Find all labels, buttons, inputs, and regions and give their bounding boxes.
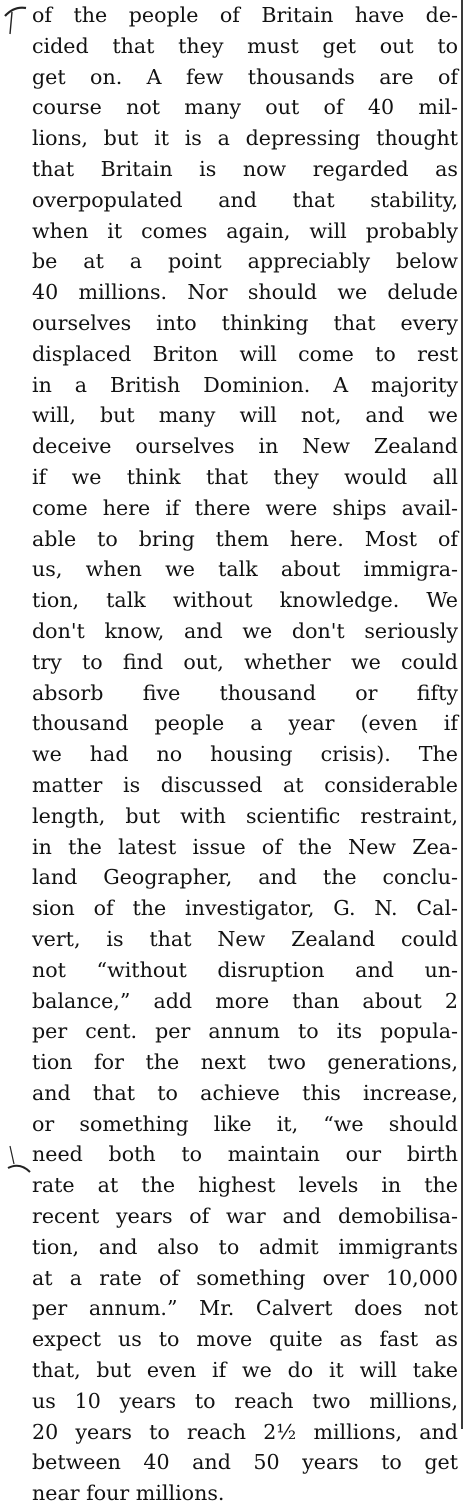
text-line: rate at the highest levels in the: [32, 1173, 458, 1198]
text-line: absorb five thousand or fifty: [32, 680, 458, 705]
article-text-column: [32, 0, 458, 1509]
text-line: and that to achieve this increase,: [32, 1080, 458, 1105]
text-line: ourselves into thinking that every: [32, 310, 458, 335]
text-line: be at a point appreciably below: [32, 249, 458, 274]
text-line: or something like it, “we should: [32, 1111, 458, 1136]
text-line: of the people of Britain have de-: [32, 3, 458, 27]
text-line: per annum.” Mr. Calvert does not: [32, 1296, 458, 1321]
text-line: not “without disruption and un-: [32, 957, 458, 982]
margin-mark-top: [2, 2, 30, 38]
text-line: per cent. per annum to its popula-: [32, 1019, 458, 1044]
text-line: try to find out, whether we could: [32, 649, 458, 674]
text-line: vert, is that New Zealand could: [32, 926, 458, 951]
text-line-final: near four millions.: [32, 1481, 225, 1506]
text-line: matter is discussed at considerable: [32, 772, 458, 797]
text-line: get on. A few thousands are of: [32, 64, 458, 89]
text-line: we had no housing crisis). The: [32, 742, 458, 767]
text-line: thousand people a year (even if: [32, 711, 458, 736]
text-line: expect us to move quite as fast as: [32, 1327, 458, 1352]
text-line: cided that they must get out to: [32, 33, 458, 58]
column-rule: [461, 0, 463, 1429]
text-line: will, but many will not, and we: [32, 403, 458, 428]
text-line: length, but with scientific restraint,: [32, 803, 458, 828]
text-line: when it comes again, will probably: [32, 218, 458, 243]
text-line: overpopulated and that stability,: [32, 187, 458, 212]
text-line: land Geographer, and the conclu-: [32, 865, 458, 890]
text-line: recent years of war and demobilisa-: [32, 1204, 458, 1229]
text-line: in the latest issue of the New Zea-: [32, 834, 458, 859]
text-line: tion for the next two generations,: [32, 1050, 458, 1075]
text-line: displaced Briton will come to rest: [32, 341, 458, 366]
text-line: don't know, and we don't seriously: [32, 618, 458, 643]
text-line: 40 millions. Nor should we delude: [32, 280, 458, 305]
text-line: if we think that they would all: [32, 464, 458, 489]
text-line: balance,” add more than about 2: [32, 988, 458, 1013]
margin-mark-bottom: [4, 1142, 32, 1182]
text-line: sion of the investigator, G. N. Cal-: [32, 896, 458, 921]
text-line: course not many out of 40 mil-: [32, 95, 458, 120]
text-line: that Britain is now regarded as: [32, 156, 458, 181]
text-line: able to bring them here. Most of: [32, 526, 458, 551]
text-line: between 40 and 50 years to get: [32, 1450, 458, 1475]
text-line: lions, but it is a depressing thought: [32, 126, 458, 151]
text-line: tion, talk without knowledge. We: [32, 588, 458, 613]
text-line: tion, and also to admit immigrants: [32, 1234, 458, 1259]
text-line: come here if there were ships avail-: [32, 495, 458, 520]
text-line: need both to maintain our birth: [32, 1142, 458, 1167]
text-line: us, when we talk about immigra-: [32, 557, 458, 582]
text-line: that, but even if we do it will take: [32, 1358, 458, 1383]
text-line: in a British Dominion. A majority: [32, 372, 458, 397]
text-line: us 10 years to reach two millions,: [32, 1388, 458, 1413]
text-line: at a rate of something over 10,000: [32, 1265, 458, 1290]
text-line: 20 years to reach 2½ millions, and: [32, 1419, 458, 1444]
text-line: deceive ourselves in New Zealand: [32, 434, 458, 459]
